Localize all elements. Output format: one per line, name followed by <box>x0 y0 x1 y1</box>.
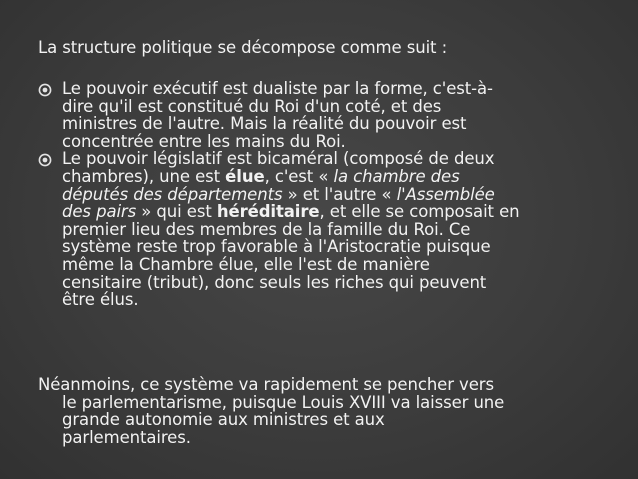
intro-text: La structure politique se décompose comme suit : <box>38 38 448 57</box>
target-bullet-icon <box>38 153 52 167</box>
bullet-item-executive <box>38 80 598 150</box>
closing-paragraph: Néanmoins, ce système va rapidement se pencher vers le parlementarisme, puisque Louis XVIII va laisser une grande autonomie aux ministres et aux parlementaires. <box>38 375 505 447</box>
emphasis-hereditaire: héréditaire <box>216 202 320 222</box>
target-bullet-icon <box>38 83 52 97</box>
bullet-list <box>38 80 598 309</box>
bullet-text: Le pouvoir exécutif est dualiste par la forme, c'est-à- dire qu'il est constitué du Roi d'un coté, et des ministres de l'autre. Mais la réalité du pouvoir est concentrée entre les mains du Roi. <box>62 79 493 151</box>
bullet-item-legislative <box>38 150 598 308</box>
bullet-text: Le pouvoir législatif est bicaméral (composé de deux chambres), une est élue, c'est « la chambre des députés des départements » et l'autre « l'Assemblée des pairs » qui est héréditaire, et elle se composait en premier lieu des membres de la famille du Roi. Ce système reste trop favorable à l'Aristocratie puisque même la Chambre élue, elle l'est de manière censitaire (tribut), donc seuls les riches qui peuvent être élus. <box>62 149 520 310</box>
emphasis-elue: élue <box>225 166 265 186</box>
